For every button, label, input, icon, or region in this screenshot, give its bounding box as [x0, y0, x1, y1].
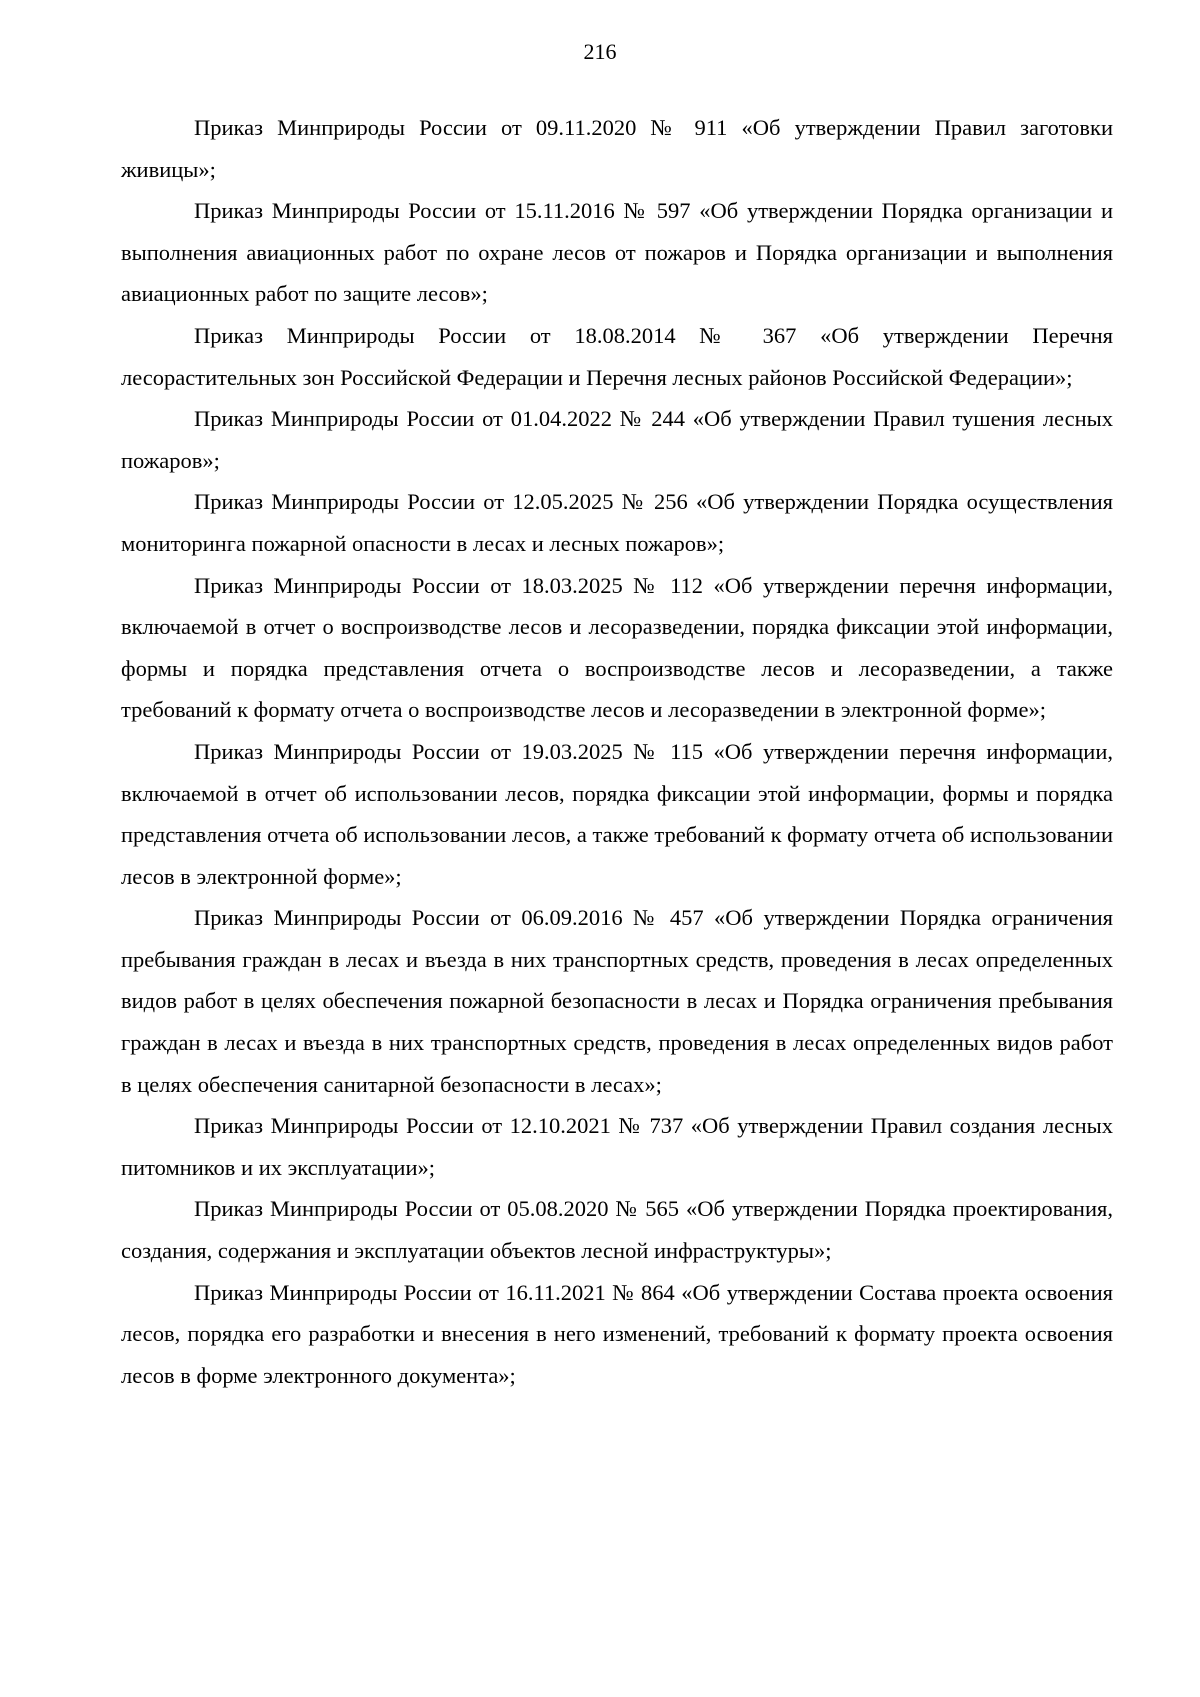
paragraph: Приказ Минприроды России от 16.11.2021 № 864 «Об утверждении Состава проекта освоения лесов, порядка его разработки и внесения в него изменений, требований к формату проекта освоения лесов в форме электронного документа»; [121, 1279, 1113, 1388]
paragraph: Приказ Минприроды России от 06.09.2016 № 457 «Об утверждении Порядка ограничения пребывания граждан в лесах и въезда в них транспортных средств, проведения в лесах определенных видов работ в целях обеспечения пожарной безопасности в лесах и Порядка ограничения пребывания граждан в лесах и въезда в них транспортных средств, проведения в лесах определенных видов работ в целях обеспечения санитарной безопасности в лесах»; [121, 905, 1113, 1097]
paragraph: Приказ Минприроды России от 09.11.2020 № 911 «Об утверждении Правил заготовки живицы»; [121, 115, 1113, 182]
paragraph: Приказ Минприроды России от 15.11.2016 № 597 «Об утверждении Порядка организации и выполнения авиационных работ по охране лесов от пожаров и Порядка организации и выполнения авиационных работ по защите лесов»; [121, 198, 1113, 307]
paragraph: Приказ Минприроды России от 18.08.2014 № 367 «Об утверждении Перечня лесорастительных зон Российской Федерации и Перечня лесных районов Российской Федерации»; [121, 322, 1113, 390]
document-body [121, 107, 1113, 1396]
paragraph: Приказ Минприроды России от 01.04.2022 № 244 «Об утверждении Правил тушения лесных пожаров»; [121, 406, 1113, 473]
page-number: 216 [583, 39, 617, 64]
paragraph: Приказ Минприроды России от 18.03.2025 № 112 «Об утверждении перечня информации, включаемой в отчет о воспроизводстве лесов и лесоразведении, порядка фиксации этой информации, формы и порядка представления отчета о воспроизводстве лесов и лесоразведении, а также требований к формату отчета о воспроизводстве лесов и лесоразведении в электронной форме»; [121, 572, 1113, 723]
paragraph: Приказ Минприроды России от 12.05.2025 № 256 «Об утверждении Порядка осуществления мониторинга пожарной опасности в лесах и лесных пожаров»; [121, 489, 1113, 556]
paragraph: Приказ Минприроды России от 12.10.2021 № 737 «Об утверждении Правил создания лесных питомников и их эксплуатации»; [121, 1113, 1113, 1180]
paragraph: Приказ Минприроды России от 05.08.2020 № 565 «Об утверждении Порядка проектирования, создания, содержания и эксплуатации объектов лесной инфраструктуры»; [121, 1196, 1113, 1264]
paragraph: Приказ Минприроды России от 19.03.2025 № 115 «Об утверждении перечня информации, включаемой в отчет об использовании лесов, порядка фиксации этой информации, формы и порядка представления отчета об использовании лесов, а также требований к формату отчета об использовании лесов в электронной форме»; [121, 738, 1113, 889]
